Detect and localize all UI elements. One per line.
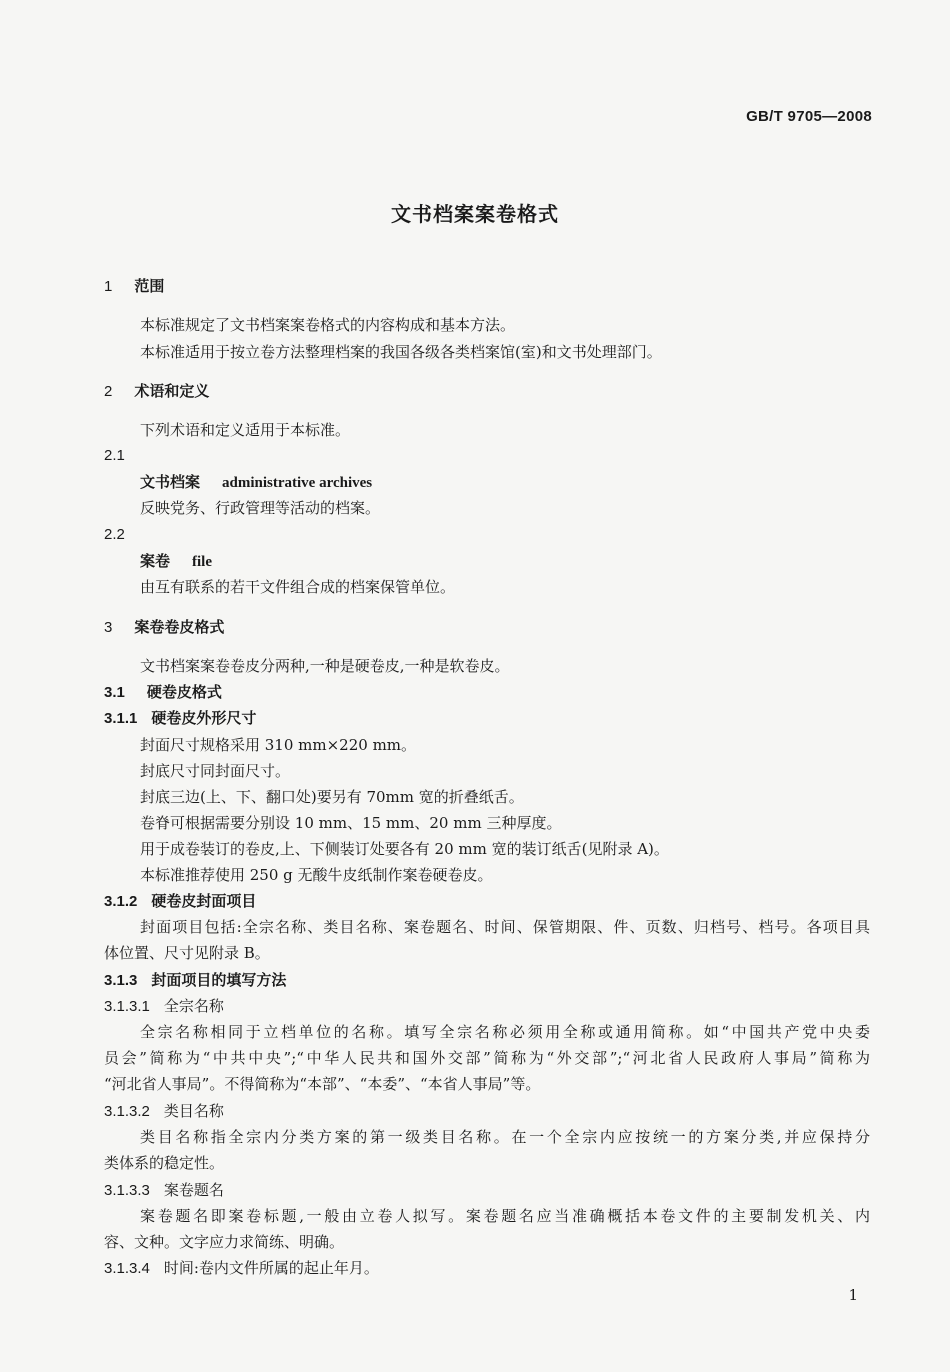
term-2-1-definition: 反映党务、行政管理等活动的档案。 [140,499,381,517]
term-2-2: 案卷 file [140,552,213,570]
standard-code: GB/T 9705—2008 [746,108,872,125]
s3132-line-2: 类体系的稳定性。 [104,1154,225,1172]
s3131-line-1: 全宗名称相同于立档单位的名称。填写全宗名称必须用全称或通用简称。如“中国共产党中央委 [140,1023,870,1041]
section-3-1-3-heading: 3.1.3 封面项目的填写方法 [104,971,287,989]
page-number: 1 [848,1286,858,1304]
document-title: 文书档案案卷格式 [391,202,559,226]
s1-paragraph-2: 本标准适用于按立卷方法整理档案的我国各级各类档案馆(室)和文书处理部门。 [140,343,662,361]
s3131-line-2: 员会”简称为“中共中央”;“中华人民共和国外交部”简称为“外交部”;“河北省人民政府人事局”简称为 [104,1049,870,1067]
section-1-heading: 1 范围 [104,277,165,295]
s3133-line-2: 容、文种。文字应力求简练、明确。 [104,1233,345,1251]
s311-line-5: 用于成卷装订的卷皮,上、下侧装订处要各有 20 mm 宽的装订纸舌(见附录 A)。 [140,840,669,858]
section-3-1-3-4: 3.1.3.4 时间:卷内文件所属的起止年月。 [104,1259,379,1277]
term-2-1: 文书档案 administrative archives [140,473,373,491]
s311-line-3: 封底三边(上、下、翻口处)要另有 70mm 宽的折叠纸舌。 [140,788,524,806]
section-3-1-heading: 3.1 硬卷皮格式 [104,683,222,701]
s2-paragraph-1: 下列术语和定义适用于本标准。 [140,421,351,439]
s1-paragraph-1: 本标准规定了文书档案案卷格式的内容构成和基本方法。 [140,316,516,334]
section-2-heading: 2 术语和定义 [104,382,210,400]
term-2-2-number: 2.2 [104,526,125,543]
s3131-line-3: “河北省人事局”。不得简称为“本部”、“本委”、“本省人事局”等。 [104,1075,541,1093]
s311-line-1: 封面尺寸规格采用 310 mm×220 mm。 [140,736,417,754]
section-3-1-3-1-heading: 3.1.3.1 全宗名称 [104,997,224,1015]
section-3-1-3-2-heading: 3.1.3.2 类目名称 [104,1102,224,1120]
section-3-heading: 3 案卷卷皮格式 [104,618,225,636]
section-3-1-3-3-heading: 3.1.3.3 案卷题名 [104,1181,224,1199]
term-2-2-definition: 由互有联系的若干文件组合成的档案保管单位。 [140,578,456,596]
s311-line-6: 本标准推荐使用 250 g 无酸牛皮纸制作案卷硬卷皮。 [140,866,493,884]
s312-line-2: 体位置、尺寸见附录 B。 [104,944,270,962]
section-3-1-2-heading: 3.1.2 硬卷皮封面项目 [104,892,257,910]
s3133-line-1: 案卷题名即案卷标题,一般由立卷人拟写。案卷题名应当准确概括本卷文件的主要制发机关、内 [140,1207,870,1225]
s3132-line-1: 类目名称指全宗内分类方案的第一级类目名称。在一个全宗内应按统一的方案分类,并应保持分 [140,1128,870,1146]
s311-line-2: 封底尺寸同封面尺寸。 [140,762,291,780]
s311-line-4: 卷脊可根据需要分别设 10 mm、15 mm、20 mm 三种厚度。 [140,814,562,832]
section-3-1-1-heading: 3.1.1 硬卷皮外形尺寸 [104,709,257,727]
s312-line-1: 封面项目包括:全宗名称、类目名称、案卷题名、时间、保管期限、件、页数、归档号、档号。各项目具 [140,918,870,936]
s3-paragraph-1: 文书档案案卷卷皮分两种,一种是硬卷皮,一种是软卷皮。 [140,657,510,675]
term-2-1-number: 2.1 [104,447,125,464]
